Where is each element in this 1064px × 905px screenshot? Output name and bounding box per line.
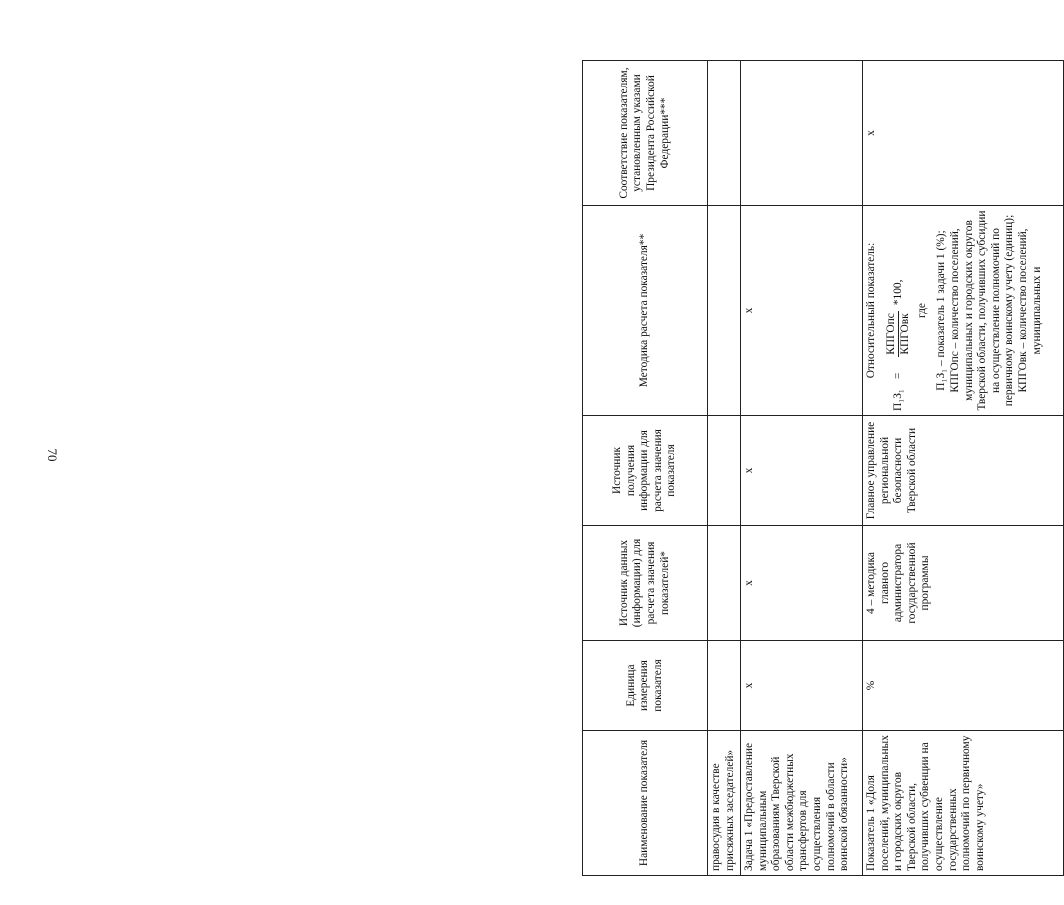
method-definitions: П₁З₁ – показатель 1 задачи 1 (%); КПГОпс – количество поселений, муниципальных и городских округов Тверской области, получивших субсидии на осуществление полномочий по первичному воинскому учету (единиц); КПГОвк – количество поселений, муниципальных и [935, 210, 1043, 411]
table-header-row [583, 61, 708, 876]
cell-name: Задача 1 «Предоставление муниципальным образованиям Тверской области межбюджетных трансфертов для осуществления полномочий в области воинской обязанности» [741, 731, 863, 876]
cell-method [863, 206, 1064, 416]
formula-lhs: П₁З₁ [891, 389, 904, 411]
formula-denominator: КПГОвк [899, 313, 912, 355]
cell-unit: % [863, 641, 1064, 731]
page-number: 70 [45, 448, 60, 462]
header-name: Наименование показателя [583, 731, 708, 876]
indicators-table [582, 60, 1064, 876]
table-row [741, 61, 863, 876]
cell-info-source: х [741, 416, 863, 526]
formula-equals: = [891, 372, 904, 380]
cell-name: Показатель 1 «Доля поселений, муниципальных и городских округов Тверской области, получивших субвенции на осуществление государственных полномочий по первичному воинскому учету» [863, 731, 1064, 876]
header-data-source: Источник данных (информации) для расчета значения показателей* [583, 526, 708, 641]
header-compliance: Соответствие показателям, установленным указами Президента Российской Федерации*** [583, 61, 708, 206]
method-intro: Относительный показатель: [865, 242, 877, 379]
formula [885, 210, 913, 411]
table-row [708, 61, 741, 876]
cell-data-source: х [741, 526, 863, 641]
formula-multiplier: *100, [891, 279, 904, 306]
cell-unit: х [741, 641, 863, 731]
table-row [863, 61, 1064, 876]
cell-info-source: Главное управление региональной безопасности Тверской области [863, 416, 1064, 526]
formula-where: где [915, 303, 928, 318]
rotated-document [582, 61, 1043, 876]
header-unit: Единица измерения показателя [583, 641, 708, 731]
header-method: Методика расчета показателя** [583, 206, 708, 416]
cell-compliance: х [863, 61, 1064, 206]
header-info-source: Источник получения информации для расчета значения показателя [583, 416, 708, 526]
cell-method: х [741, 206, 863, 416]
cell-name: правосудия в качестве присяжных заседателей» [708, 731, 741, 876]
formula-numerator: КПГОпс [885, 311, 900, 357]
formula-fraction [885, 311, 913, 357]
cell-data-source: 4 – методика главного администратора государственной программы [863, 526, 1064, 641]
